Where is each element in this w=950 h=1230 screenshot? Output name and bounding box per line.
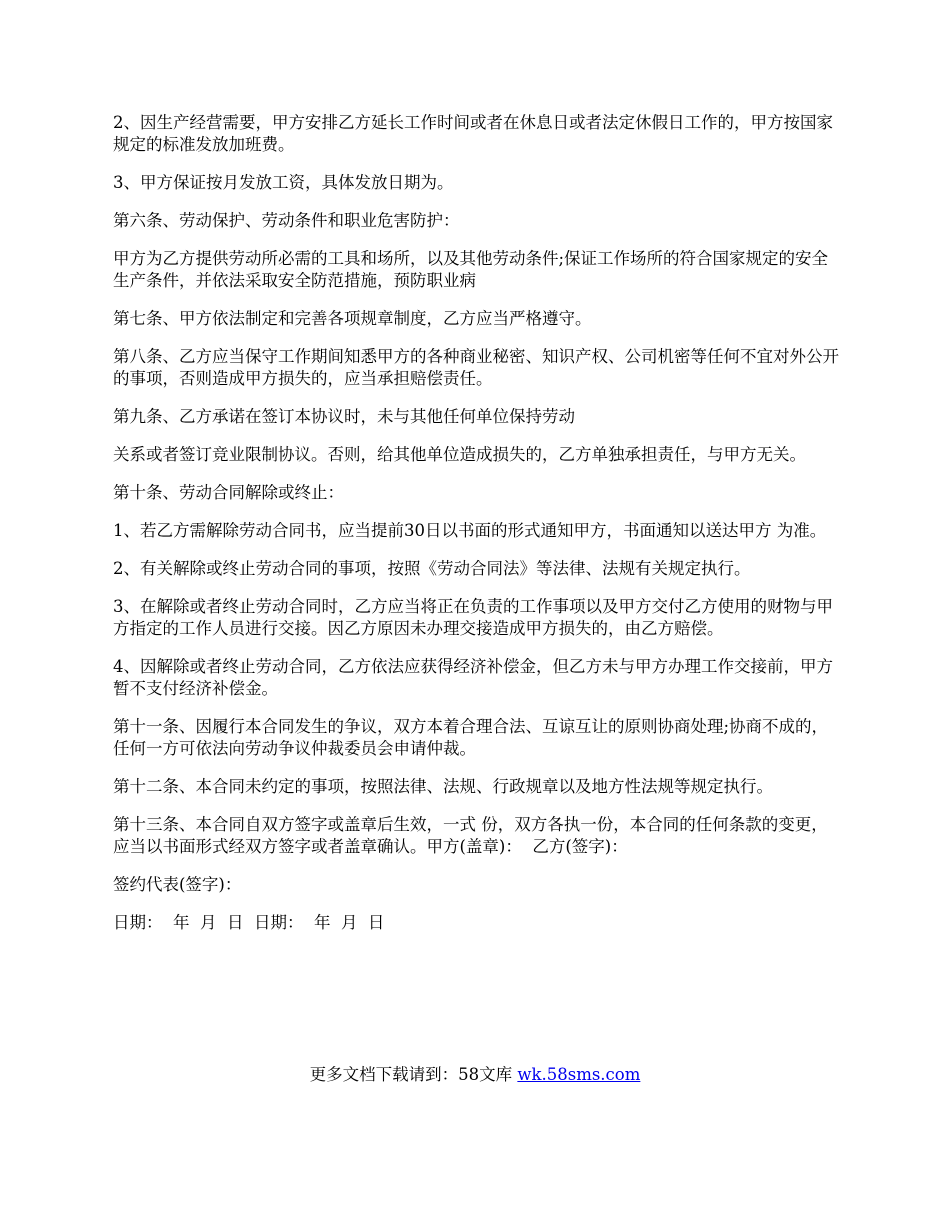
heading-article-13: 第十三条、本合同自双方签字或盖章后生效，一式 份，双方各执一份，本合同的任何条款的变更，应当以书面形式经双方签字或者盖章确认。甲方(盖章)： 乙方(签字)： bbox=[113, 815, 828, 856]
footer-download-note bbox=[0, 1064, 950, 1086]
signature-representative: 签约代表(签字)： bbox=[113, 875, 242, 894]
paragraph-labor-protection: 甲方为乙方提供劳动所必需的工具和场所，以及其他劳动条件;保证工作场所的符合国家规定的安全生产条件，并依法采取安全防范措施，预防职业病 bbox=[113, 249, 829, 290]
heading-article-9: 第九条、乙方承诺在签订本协议时，未与其他任何单位保持劳动 bbox=[113, 407, 575, 426]
paragraph-handover: 3、在解除或者终止劳动合同时，乙方应当将正在负责的工作事项以及甲方交付乙方使用的财物与甲方指定的工作人员进行交接。因乙方原因未办理交接造成甲方损失的，由乙方赔偿。 bbox=[113, 597, 833, 638]
heading-article-7: 第七条、甲方依法制定和完善各项规章制度，乙方应当严格遵守。 bbox=[113, 309, 592, 328]
heading-article-8: 第八条、乙方应当保守工作期间知悉甲方的各种商业秘密、知识产权、公司机密等任何不宜对外公开的事项，否则造成甲方损失的，应当承担赔偿责任。 bbox=[113, 347, 839, 388]
paragraph-compensation: 4、因解除或者终止劳动合同，乙方依法应获得经济补偿金，但乙方未与甲方办理工作交接前，甲方暂不支付经济补偿金。 bbox=[113, 657, 833, 698]
paragraph-overtime-pay: 2、因生产经营需要，甲方安排乙方延长工作时间或者在休息日或者法定休假日工作的，甲方按国家规定的标准发放加班费。 bbox=[113, 113, 833, 154]
heading-article-10: 第十条、劳动合同解除或终止： bbox=[113, 483, 344, 502]
heading-article-6: 第六条、劳动保护、劳动条件和职业危害防护： bbox=[113, 211, 460, 230]
footer-prefix: 更多文档下载请到：58文库 bbox=[309, 1065, 518, 1084]
footer-link[interactable]: wk.58sms.com bbox=[517, 1065, 641, 1084]
paragraph-non-compete: 关系或者签订竞业限制协议。否则，给其他单位造成损失的，乙方单独承担责任，与甲方无关。 bbox=[113, 445, 806, 464]
heading-article-11: 第十一条、因履行本合同发生的争议，双方本着合理合法、互谅互让的原则协商处理;协商不成的，任何一方可依法向劳动争议仲裁委员会申请仲裁。 bbox=[113, 717, 829, 758]
paragraph-termination-notice: 1、若乙方需解除劳动合同书，应当提前30日以书面的形式通知甲方，书面通知以送达甲方 为准。 bbox=[113, 521, 827, 540]
paragraph-monthly-wage: 3、甲方保证按月发放工资，具体发放日期为。 bbox=[113, 173, 454, 192]
heading-article-12: 第十二条、本合同未约定的事项，按照法律、法规、行政规章以及地方性法规等规定执行。 bbox=[113, 777, 773, 796]
document-body bbox=[113, 112, 843, 950]
signature-dates: 日期： 年 月 日 日期： 年 月 日 bbox=[113, 913, 385, 932]
paragraph-termination-law: 2、有关解除或终止劳动合同的事项，按照《劳动合同法》等法律、法规有关规定执行。 bbox=[113, 559, 751, 578]
